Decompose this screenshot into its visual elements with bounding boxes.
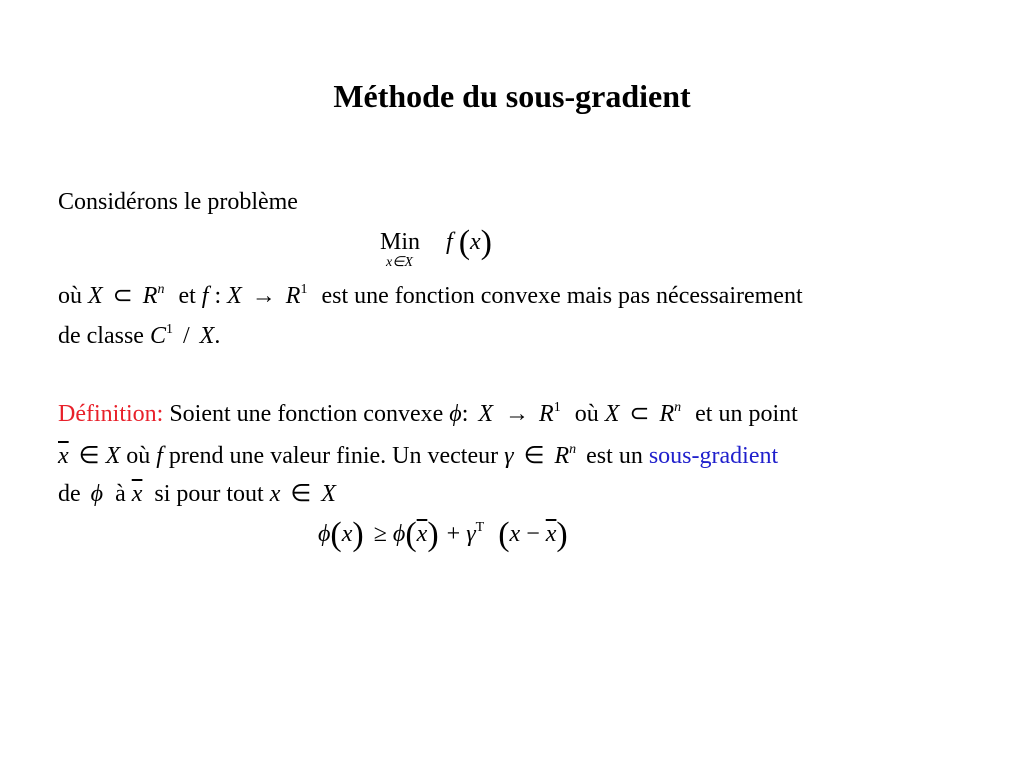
intro-text: Considérons le problème [58,189,298,215]
subgradient-inequality: $\phi(x) \ge \phi(\overline{x}) + \gamma^T$ $(x - \overline{x})$ [318,516,568,553]
min-expression: Min f (x) [380,224,492,261]
definition-line-2: $\overline{x}$ ∈ X où f prend une valeur finie. Un vecteur γ ∈ $R^n$ est un sous-gradient [58,442,779,469]
subgradient-term: sous-gradient [648,443,779,469]
definition-line-3: de ϕ à $\overline{x}$ si pour tout x ∈ X [58,481,336,507]
definition-line-1: Définition: Soient une fonction convexe ϕ: $X \to R^1$ où X ⊂ $R^n$ et un point [58,400,798,427]
objective-f: f [446,229,453,255]
problem-line-3: de classe $C^1$ / X. [58,322,221,349]
slide-title: Méthode du sous-gradient [333,78,691,114]
min-subscript: x∈X [386,255,413,270]
objective-x: x [470,229,481,255]
min-operator: Min [380,229,421,255]
problem-line-2: où X ⊂ $R^n$ et f : $X \to R^1$ est une fonction convexe mais pas nécessairement [58,282,803,309]
definition-label: Définition: [58,401,164,427]
